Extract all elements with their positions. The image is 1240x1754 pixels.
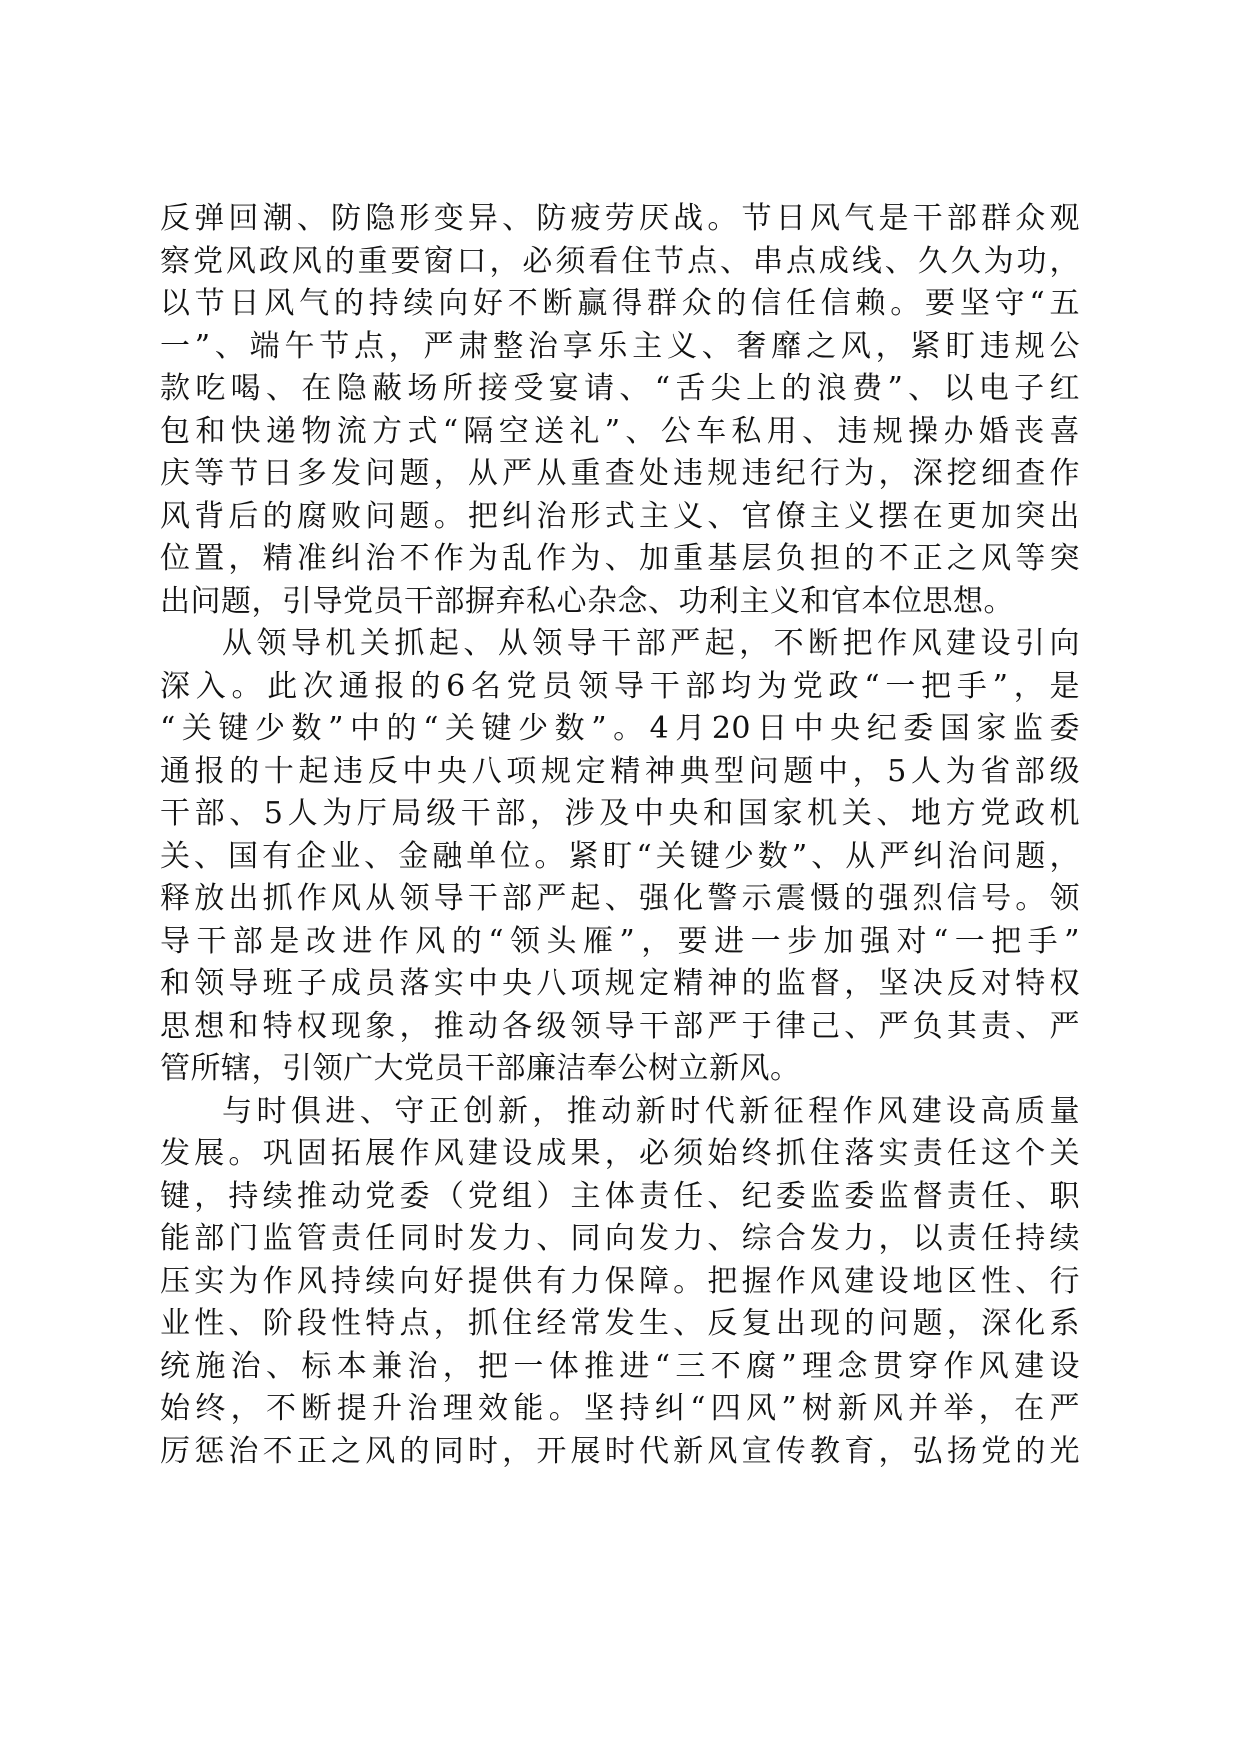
- text-line: 导干部是改进作风的“领头雁”，要进一步加强对“一把手”: [160, 923, 1080, 959]
- text-line: 包和快递物流方式“隔空送礼”、公车私用、违规操办婚丧喜: [160, 413, 1080, 449]
- text-line: 察党风政风的重要窗口，必须看住节点、串点成线、久久为功，: [160, 243, 1080, 279]
- text-line: 键，持续推动党委（党组）主体责任、纪委监委监督责任、职: [160, 1178, 1080, 1214]
- text-line: 以节日风气的持续向好不断赢得群众的信任信赖。要坚守“五: [160, 286, 1080, 321]
- text-line: 位置，精准纠治不作为乱作为、加重基层负担的不正之风等突: [160, 541, 1080, 576]
- text-line: 干部、5人为厅局级干部，涉及中央和国家机关、地方党政机: [160, 796, 1080, 831]
- text-line: 释放出抓作风从领导干部严起、强化警示震慑的强烈信号。领: [160, 881, 1080, 916]
- text-line: 管所辖，引领广大党员干部廉洁奉公树立新风。: [160, 1051, 801, 1086]
- text-line: 发展。巩固拓展作风建设成果，必须始终抓住落实责任这个关: [160, 1136, 1080, 1171]
- text-line: 风背后的腐败问题。把纠治形式主义、官僚主义摆在更加突出: [160, 498, 1080, 534]
- text-line: 思想和特权现象，推动各级领导干部严于律己、严负其责、严: [160, 1008, 1080, 1044]
- text-line: “关键少数”中的“关键少数”。4月20日中央纪委国家监委: [160, 711, 1080, 746]
- text-line: 业性、阶段性特点，抓住经常发生、反复出现的问题，深化系: [160, 1306, 1080, 1341]
- text-line: 能部门监管责任同时发力、同向发力、综合发力，以责任持续: [160, 1221, 1080, 1256]
- text-line: 关、国有企业、金融单位。紧盯“关键少数”、从严纠治问题，: [160, 838, 1080, 874]
- text-line: 款吃喝、在隐蔽场所接受宴请、“舌尖上的浪费”、以电子红: [160, 371, 1080, 406]
- paragraph-start-line: 与时俱进、守正创新，推动新时代新征程作风建设高质量: [222, 1093, 1080, 1129]
- text-line: 一”、端午节点，严肃整治享乐主义、奢靡之风，紧盯违规公: [160, 328, 1080, 364]
- paragraph-start-line: 从领导机关抓起、从领导干部严起，不断把作风建设引向: [222, 626, 1080, 661]
- text-line: 厉惩治不正之风的同时，开展时代新风宣传教育，弘扬党的光: [160, 1433, 1080, 1469]
- text-line: 压实为作风持续向好提供有力保障。把握作风建设地区性、行: [160, 1263, 1080, 1299]
- text-line: 统施治、标本兼治，把一体推进“三不腐”理念贯穿作风建设: [160, 1348, 1080, 1384]
- text-line: 通报的十起违反中央八项规定精神典型问题中，5人为省部级: [160, 753, 1080, 789]
- body-text: [160, 198, 1080, 1473]
- text-line: 庆等节日多发问题，从严从重查处违规违纪行为，深挖细查作: [160, 456, 1080, 491]
- text-line: 始终，不断提升治理效能。坚持纠“四风”树新风并举，在严: [160, 1391, 1080, 1426]
- text-line: 深入。此次通报的6名党员领导干部均为党政“一把手”，是: [160, 668, 1080, 704]
- text-line: 和领导班子成员落实中央八项规定精神的监督，坚决反对特权: [160, 966, 1080, 1001]
- text-line: 出问题，引导党员干部摒弃私心杂念、功利主义和官本位思想。: [160, 583, 1014, 619]
- text-line: 反弹回潮、防隐形变异、防疲劳厌战。节日风气是干部群众观: [160, 201, 1080, 236]
